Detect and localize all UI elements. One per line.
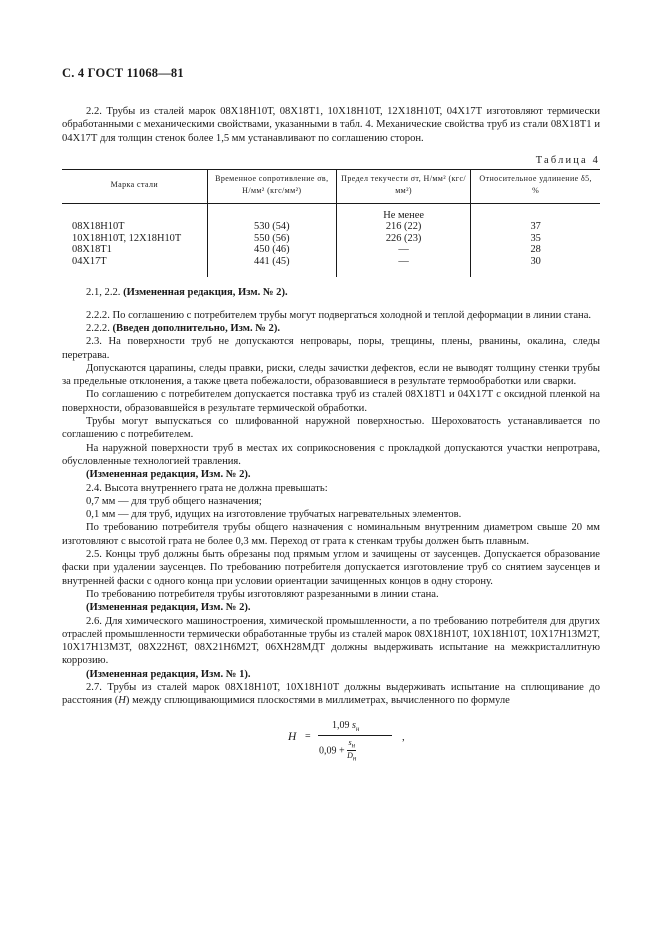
cell-yield: —	[336, 256, 471, 278]
yield-note: Не менее	[336, 203, 471, 221]
flattening-formula	[62, 719, 600, 763]
document-page	[62, 66, 600, 763]
table-row	[62, 221, 600, 233]
paragraph-2-2-2: 2.2.2. По соглашению с потребителем трубы могут подвергаться холодной и теплой деформации в линии стана.	[86, 309, 592, 321]
header-grade: Марка стали	[62, 169, 207, 203]
paragraph-2-4: 2.4. Высота внутреннего грата не должна превышать:	[86, 482, 328, 494]
page-header: С. 4 ГОСТ 11068—81	[62, 66, 184, 80]
cell-yield: 226 (23)	[336, 233, 471, 245]
table-row	[62, 244, 600, 256]
paragraph-2-3-d: Трубы могут выпускаться со шлифованной наружной поверхностью. Шероховатость устанавливается по соглашению с потребителем.	[62, 416, 600, 441]
paragraph-2-6: 2.6. Для химического машиностроения, химической промышленности, а по требованию потребителя для других отраслей промышленности термически обработанные трубы из сталей марок 08Х18Н10Т, 10Х18Н10Т, 10Х17Н13М2Т, 10Х17Н13М3Т, 08Х22Н6Т, 08Х21Н6М2Т, 06ХН28МДТ должны выдерживать испытание на межкристаллитную коррозию.	[62, 615, 600, 667]
cell-yield: 216 (22)	[336, 221, 471, 233]
paragraph-2-3-c: По соглашению с потребителем допускается поставка труб из сталей 08Х18Т1 и 04Х17Т с оксидной пленкой на поверхности, образовавшейся в результате термической обработки.	[62, 389, 600, 414]
formula-numerator: 1,09 $s_н$	[332, 719, 360, 733]
formula-comma: ,	[402, 730, 405, 743]
cell-grade: 10Х18Н10Т, 12Х18Н10Т	[72, 232, 182, 244]
table-row	[62, 256, 600, 278]
paragraph-2-3-e: На наружной поверхности труб в местах их соприкосновения с прокладкой допускаются участки непротрава, обусловленные технологией травления.	[62, 442, 600, 467]
formula-denominator: 0,09 + $\frac{s_н}{D_н}$	[319, 737, 357, 763]
paragraph-2-4-a: 0,7 мм — для труб общего назначения;	[86, 495, 262, 507]
mechanical-properties-table	[62, 169, 600, 278]
cell-elongation: 37	[471, 221, 600, 233]
cell-elongation: 28	[471, 244, 600, 256]
amendment-note-2-6: (Измененная редакция, Изм. № 1).	[86, 668, 251, 680]
cell-tensile: 441 (45)	[207, 256, 336, 278]
amendment-note-2-1-2-2: 2.1, 2.2. (Измененная редакция, Изм. № 2).	[86, 287, 288, 299]
paragraph-2-5-b: По требованию потребителя трубы изготовляют разрезанными в линии стана.	[86, 588, 439, 600]
cell-yield: —	[336, 244, 471, 256]
cell-tensile: 450 (46)	[207, 244, 336, 256]
cell-tensile: 530 (54)	[207, 221, 336, 233]
paragraph-2-7: 2.7. Трубы из сталей марок 08Х18Н10Т, 10Х18Н10Т должны выдерживать испытание на сплющивание до расстояния (H) между сплющивающимися плоскостями в миллиметрах, вычисленного по формуле	[62, 682, 600, 707]
paragraph-2-2: 2.2. Трубы из сталей марок 08Х18Н10Т, 08Х18Т1, 10Х18Н10Т, 12Х18Н10Т, 04Х17Т изготовляют термически обработанными с механическими свойствами, указанными в табл. 4. Механические свойства труб из стали 08Х18Т1 и 04Х17Т для толщин стенок более 1,5 мм устанавливают по соглашению сторон.	[62, 106, 600, 144]
paragraph-2-4-c: По требованию потребителя трубы общего назначения с номинальным внутренним диаметром свыше 20 мм изготовляют с высотой грата не более 0,3 мм. Переход от грата к стенкам трубы должен быть плавным.	[62, 522, 600, 547]
amendment-note-2-5: (Измененная редакция, Изм. № 2).	[86, 602, 251, 614]
header-yield: Предел текучести σт, Н/мм² (кгс/мм²)	[336, 169, 471, 203]
header-elongation: Относительное удлинение δ5, %	[471, 169, 600, 203]
formula-equals: =	[305, 730, 311, 742]
cell-grade: 04Х17Т	[72, 255, 107, 267]
cell-grade: 08Х18Т1	[72, 244, 112, 256]
cell-tensile: 550 (56)	[207, 233, 336, 245]
table-caption: Таблица 4	[535, 154, 600, 166]
formula-inner-fraction: $\frac{s_н}{D_н}$	[347, 737, 357, 763]
header-tensile: Временное сопротивление σв, Н/мм² (кгс/мм²)	[207, 169, 336, 203]
cell-elongation: 30	[471, 256, 600, 278]
paragraph-2-3: 2.3. На поверхности труб не допускаются непровары, поры, трещины, плены, рванины, окалина, следы перетрава.	[62, 336, 600, 361]
cell-elongation: 35	[471, 233, 600, 245]
formula-fraction-bar	[318, 735, 392, 736]
paragraph-2-5: 2.5. Концы труб должны быть обрезаны под прямым углом и зачищены от заусенцев. Допускается образование фаски при удалении заусенцев. По требованию потребителя допускается изготовление труб со снятием заусенцев и внутренней фаски с одного конца при условии ориентации зачищенных концов в одну сторону.	[62, 549, 600, 587]
amendment-note-2-3: (Измененная редакция, Изм. № 2).	[86, 469, 251, 481]
table-row	[62, 233, 600, 245]
table-row-note	[62, 203, 600, 221]
paragraph-2-3-b: Допускаются царапины, следы правки, риски, следы зачистки дефектов, если не выводят толщину стенки трубы за предельные отклонения, а также цвета побежалости, образовавшиеся в результате термообработки или сварки.	[62, 362, 600, 388]
formula-lhs: H	[288, 730, 297, 743]
amendment-note-2-2-2: 2.2.2. (Введен дополнительно, Изм. № 2).	[86, 322, 281, 334]
cell-grade: 08Х18Н10Т	[72, 221, 125, 233]
paragraph-2-4-b: 0,1 мм — для труб, идущих на изготовление трубчатых нагревательных элементов.	[86, 509, 462, 521]
